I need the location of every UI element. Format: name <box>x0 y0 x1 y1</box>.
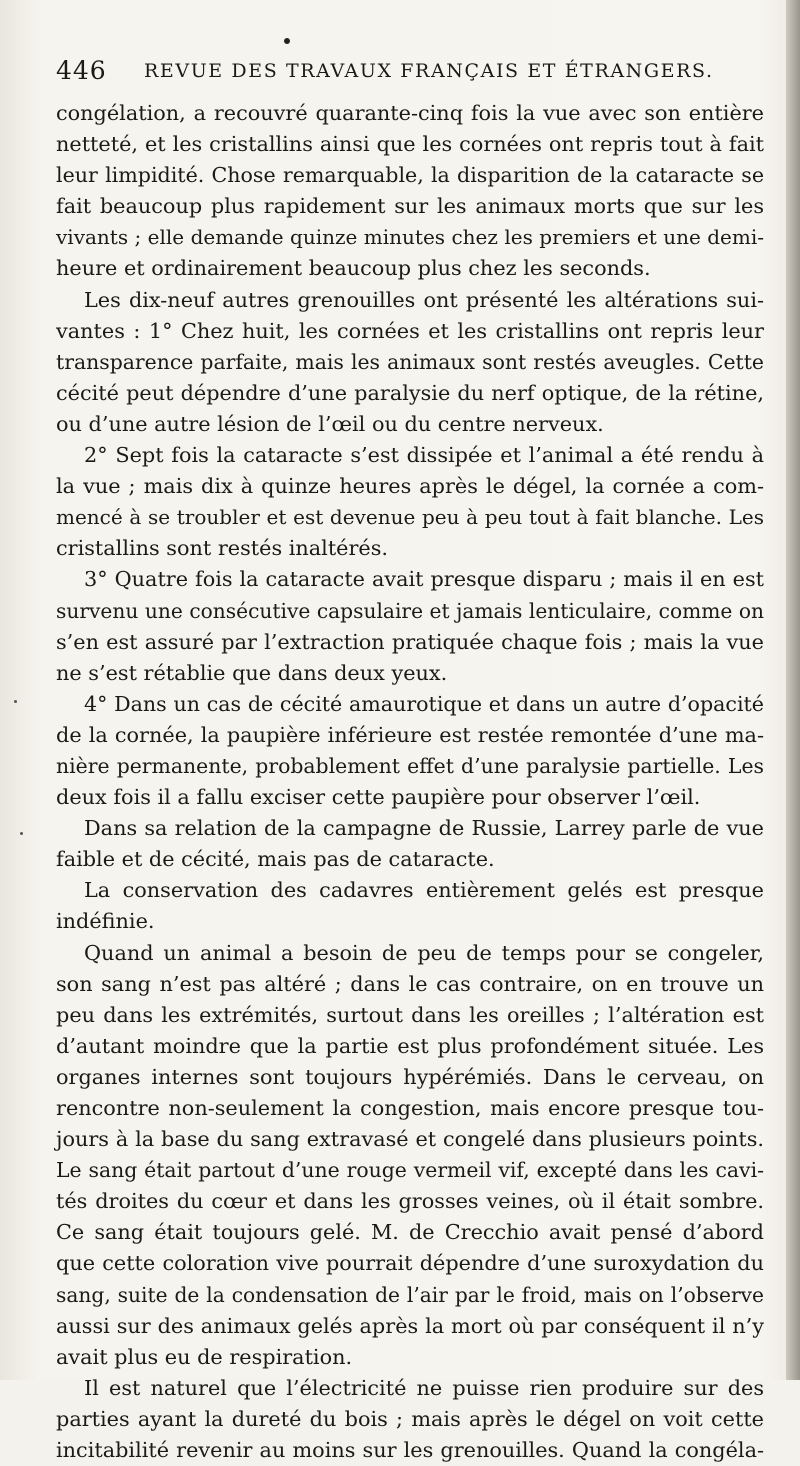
text-line: indéfinie. <box>56 909 155 934</box>
text-line: aussi sur des animaux gelés après la mort où par conséquent il n’y <box>56 1313 764 1338</box>
text-line: ou d’une autre lésion de l’œil ou du centre nerveux. <box>56 411 604 436</box>
text-line: d’autant moindre que la partie est plus profondément située. Les <box>56 1033 764 1058</box>
text-line: organes internes sont toujours hypérémiés. Dans le cerveau, on <box>56 1064 764 1089</box>
paragraph-start: Quand un animal a besoin de peu de temps pour se congeler, <box>84 940 764 965</box>
text-line: Le sang était partout d’une rouge vermeil vif, excepté dans les cavi- <box>56 1158 764 1183</box>
paragraph-start: Dans sa relation de la campagne de Russie, Larrey parle de vue <box>84 816 764 841</box>
paragraph-start: Les dix-neuf autres grenouilles ont présenté les altérations sui- <box>84 287 764 312</box>
text-line: la vue ; mais dix à quinze heures après le dégel, la cornée a com- <box>56 474 764 499</box>
text-line: rencontre non-seulement la congestion, mais encore presque tou- <box>56 1096 764 1120</box>
paragraph-start: 3° Quatre fois la cataracte avait presque disparu ; mais il en est <box>84 567 764 592</box>
text-line: cécité peut dépendre d’une paralysie du nerf optique, de la rétine, <box>56 380 764 405</box>
running-head: REVUE DES TRAVAUX FRANÇAIS ET ÉTRANGERS. <box>144 60 714 82</box>
text-line: congélation, a recouvré quarante-cinq fois la vue avec son entière <box>56 101 764 125</box>
text-line: leur limpidité. Chose remarquable, la disparition de la cataracte se <box>56 163 764 188</box>
text-line: vivants ; elle demande quinze minutes chez les premiers et une demi- <box>56 225 764 250</box>
page-header <box>56 56 746 86</box>
text-line: s’en est assuré par l’extraction pratiquée chaque fois ; mais la vue <box>56 629 764 654</box>
paragraph-start: Il est naturel que l’électricité ne puisse rien produire sur des <box>84 1375 764 1400</box>
paragraph-start: La conservation des cadavres entièrement gelés est presque <box>84 878 764 903</box>
text-line: son sang n’est pas altéré ; dans le cas contraire, on en trouve un <box>56 971 764 996</box>
paragraph-start: 4° Dans un cas de cécité amaurotique et dans un autre d’opacité <box>84 691 764 716</box>
text-line: Ce sang était toujours gelé. M. de Crecchio avait pensé d’abord <box>56 1220 764 1245</box>
text-line: heure et ordinairement beaucoup plus chez les seconds. <box>56 256 651 281</box>
page-number: 446 <box>56 56 107 85</box>
text-line: survenu une consécutive capsulaire et jamais lenticulaire, comme on <box>56 598 764 623</box>
text-line: faible et de cécité, mais pas de cataracte. <box>56 847 495 872</box>
text-line: transparence parfaite, mais les animaux sont restés aveugles. Cette <box>56 349 764 374</box>
text-line: mencé à se troubler et est devenue peu à peu tout à fait blanche. Les <box>56 505 764 530</box>
paragraph-start: 2° Sept fois la cataracte s’est dissipée et l’animal a été rendu à <box>84 443 764 468</box>
text-line: ne s’est rétablie que dans deux yeux. <box>56 660 448 685</box>
margin-speck <box>14 700 17 703</box>
ink-dot <box>284 38 290 44</box>
text-line: nière permanente, probablement effet d’une paralysie partielle. Les <box>56 753 764 778</box>
text-line: que cette coloration vive pourrait dépendre d’une suroxydation du <box>56 1251 764 1276</box>
text-line: avait plus eu de respiration. <box>56 1344 353 1369</box>
body-text <box>56 98 764 1466</box>
text-line: de la cornée, la paupière inférieure est restée remontée d’une ma- <box>56 722 764 747</box>
text-line: fait beaucoup plus rapidement sur les animaux morts que sur les <box>56 194 764 219</box>
text-line: jours à la base du sang extravasé et congelé dans plusieurs points. <box>56 1127 764 1152</box>
text-line: deux fois il a fallu exciser cette paupière pour observer l’œil. <box>56 785 701 810</box>
text-line: incitabilité revenir au moins sur les grenouilles. Quand la congéla- <box>56 1438 764 1463</box>
text-line: tés droites du cœur et dans les grosses veines, où il était sombre. <box>56 1189 764 1214</box>
text-line: cristallins sont restés inaltérés. <box>56 536 389 561</box>
margin-speck <box>20 832 23 835</box>
text-line: vantes : 1° Chez huit, les cornées et les cristallins ont repris leur <box>56 318 764 343</box>
text-line: sang, suite de la condensation de l’air par le froid, mais on l’observe <box>56 1282 764 1307</box>
page-edge-shadow <box>786 0 800 1380</box>
text-line: netteté, et les cristallins ainsi que les cornées ont repris tout à fait <box>56 132 764 157</box>
text-line: parties ayant la dureté du bois ; mais après le dégel on voit cette <box>56 1406 764 1431</box>
text-line: peu dans les extrémités, surtout dans les oreilles ; l’altération est <box>56 1002 764 1027</box>
